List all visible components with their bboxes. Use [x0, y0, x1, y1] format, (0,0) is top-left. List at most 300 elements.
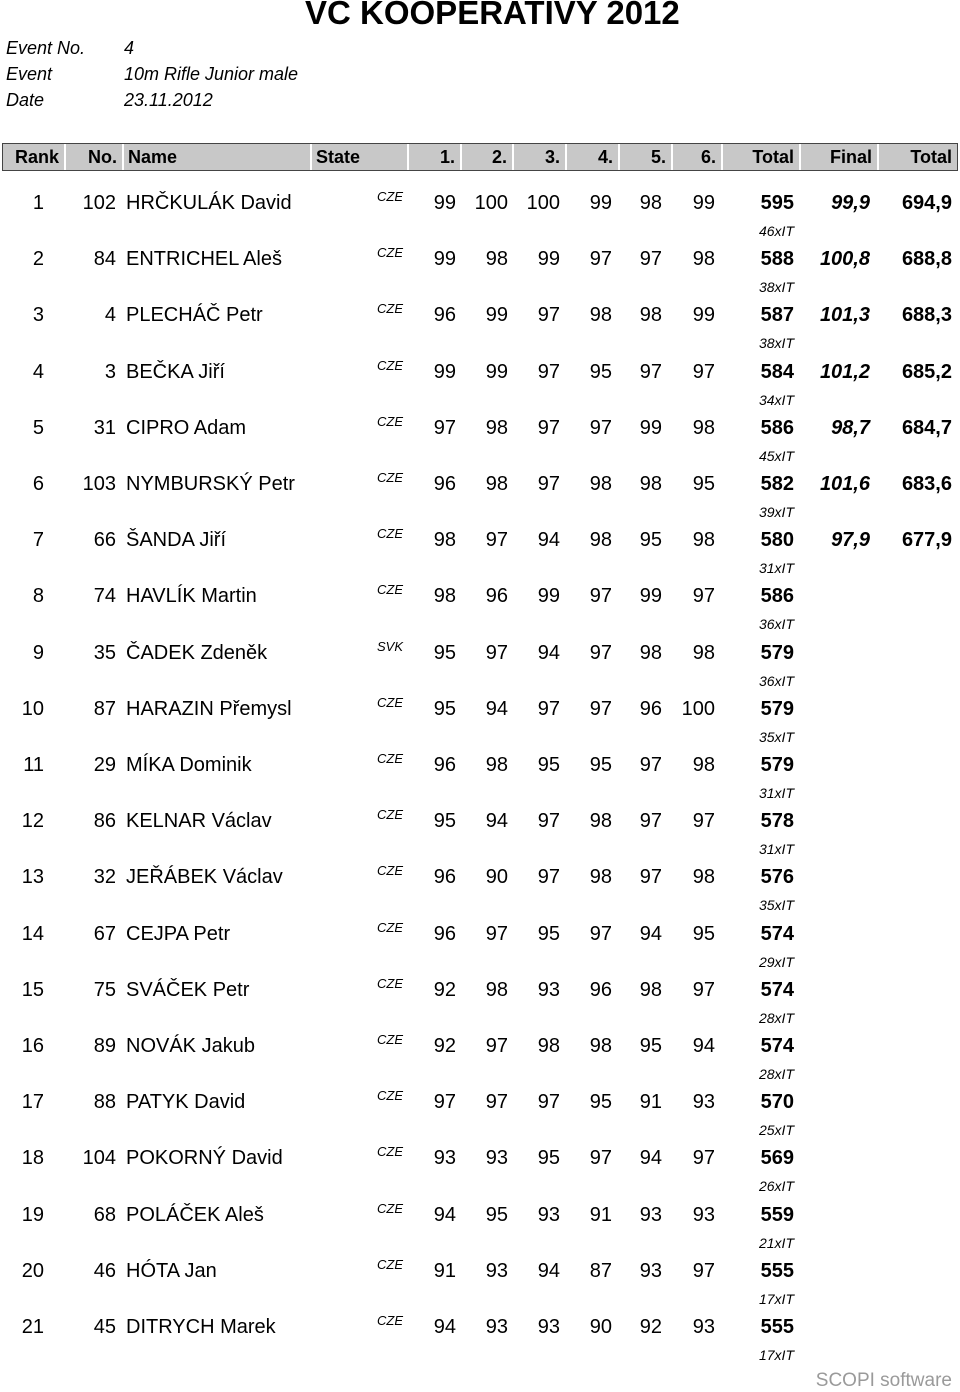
header-series-3: 3.: [514, 144, 567, 170]
final-cell: [790, 1144, 870, 1172]
table-row: [0, 639, 960, 695]
inner-ten-count: 36xIT: [758, 616, 794, 633]
series-score-cell: 94: [485, 697, 508, 720]
inner-ten-count: 31xIT: [758, 785, 794, 801]
rank-cell: 15: [21, 978, 44, 1001]
series-score-cell: 97: [537, 360, 560, 383]
series-score-cell: 98: [639, 304, 662, 327]
final-cell: [790, 639, 870, 667]
series-score-cell: 95: [692, 922, 715, 945]
series-score-cell: 97: [485, 1091, 508, 1114]
inner-ten-count: 25xIT: [758, 1122, 794, 1139]
start-number-cell: 32: [93, 866, 116, 889]
final-cell: [790, 751, 870, 779]
state-cell: CZE: [377, 1256, 403, 1272]
rank-cell: 2: [32, 248, 44, 271]
table-row: [0, 526, 960, 582]
final-cell: 99,9: [831, 192, 870, 214]
series-score-cell: 97: [589, 248, 612, 271]
event-date: [6, 90, 213, 111]
state-cell: SVK: [377, 638, 404, 654]
athlete-name-cell: BEČKA Jiří: [126, 360, 225, 383]
total-cell: 586: [760, 585, 794, 608]
athlete-name-cell: HARAZIN Přemysl: [126, 697, 292, 720]
table-row: [0, 1032, 960, 1088]
series-score-cell: 99: [485, 304, 508, 327]
series-score-cell: 96: [433, 754, 456, 776]
series-score-cell: 97: [692, 360, 715, 383]
rank-cell: 17: [21, 1091, 44, 1114]
state-cell: CZE: [377, 301, 403, 317]
grand-total-cell: 685,2: [901, 360, 952, 383]
series-score-cell: 97: [537, 866, 560, 889]
series-score-cell: 99: [537, 585, 560, 608]
table-row: [0, 920, 960, 976]
series-score-cell: 93: [485, 1147, 508, 1170]
series-score-cell: 97: [589, 585, 612, 608]
event-name-value: 10m Rifle Junior male: [124, 64, 299, 84]
series-score-cell: 99: [639, 416, 662, 439]
series-score-cell: 95: [589, 360, 612, 383]
series-score-cell: 97: [639, 360, 662, 383]
inner-ten-count: 17xIT: [758, 1290, 794, 1307]
series-score-cell: 98: [485, 416, 508, 439]
athlete-name-cell: ČADEK Zdeněk: [126, 641, 268, 664]
series-score-cell: 94: [639, 922, 662, 945]
series-score-cell: 90: [485, 866, 508, 889]
final-cell: 100,8: [819, 248, 870, 271]
total-cell: 555: [760, 1316, 794, 1338]
page-title: VC KOOPERATIVY 2012: [305, 0, 680, 31]
grand-total-cell: [872, 1032, 952, 1060]
header-final: Final: [801, 144, 879, 170]
series-score-cell: 93: [537, 978, 560, 1001]
grand-total-cell: 688,8: [901, 248, 952, 271]
athlete-name-cell: POKORNÝ David: [126, 1147, 283, 1170]
inner-ten-count: 17xIT: [758, 1347, 794, 1363]
final-cell: 97,9: [831, 529, 870, 552]
rank-cell: 6: [32, 473, 44, 495]
athlete-name-cell: HRČKULÁK David: [126, 192, 292, 214]
series-score-cell: 95: [589, 754, 612, 776]
series-score-cell: 98: [639, 473, 662, 495]
series-score-cell: 95: [537, 754, 560, 776]
total-cell: 595: [760, 192, 794, 214]
final-cell: 101,6: [819, 473, 870, 495]
series-score-cell: 94: [639, 1147, 662, 1170]
start-number-cell: 104: [82, 1147, 116, 1170]
rank-cell: 21: [21, 1316, 44, 1338]
state-cell: CZE: [377, 863, 403, 879]
series-score-cell: 100: [681, 697, 715, 720]
table-row: [0, 807, 960, 863]
inner-ten-count: 39xIT: [758, 504, 794, 520]
rank-cell: 8: [32, 585, 44, 608]
series-score-cell: 97: [537, 697, 560, 720]
series-score-cell: 92: [433, 978, 456, 1001]
series-score-cell: 93: [692, 1316, 715, 1338]
state-cell: CZE: [377, 1032, 403, 1047]
series-score-cell: 98: [589, 1035, 612, 1057]
table-row: [0, 1313, 960, 1369]
series-score-cell: 98: [589, 304, 612, 327]
grand-total-cell: [872, 1201, 952, 1229]
header-state: State: [312, 144, 409, 170]
state-cell: CZE: [377, 245, 403, 261]
series-score-cell: 95: [639, 529, 662, 552]
grand-total-cell: 694,9: [901, 192, 952, 214]
series-score-cell: 97: [589, 416, 612, 439]
series-score-cell: 98: [537, 1035, 560, 1057]
rank-cell: 19: [21, 1203, 44, 1226]
athlete-name-cell: SVÁČEK Petr: [126, 978, 250, 1001]
inner-ten-count: 34xIT: [758, 391, 794, 408]
table-row: [0, 414, 960, 470]
header-grand-total: Total: [910, 147, 952, 167]
athlete-name-cell: PATYK David: [126, 1091, 246, 1114]
series-score-cell: 95: [433, 641, 456, 664]
rank-cell: 9: [32, 641, 44, 664]
event-name: [6, 64, 298, 85]
state-cell: CZE: [377, 470, 403, 485]
series-score-cell: 97: [485, 641, 508, 664]
grand-total-cell: [872, 1313, 952, 1341]
event-number-label: Event No.: [6, 38, 86, 58]
inner-ten-count: 31xIT: [758, 560, 794, 577]
start-number-cell: 46: [93, 1259, 116, 1282]
grand-total-cell: 688,3: [901, 304, 952, 327]
inner-ten-count: 28xIT: [758, 1066, 794, 1082]
rank-cell: 5: [32, 416, 44, 439]
series-score-cell: 97: [589, 697, 612, 720]
inner-ten-count: 35xIT: [758, 728, 794, 745]
series-score-cell: 99: [485, 360, 508, 383]
series-score-cell: 93: [639, 1259, 662, 1282]
series-score-cell: 97: [639, 810, 662, 833]
series-score-cell: 100: [474, 192, 508, 214]
series-score-cell: 91: [589, 1203, 612, 1226]
final-cell: [790, 976, 870, 1004]
inner-ten-count: 29xIT: [758, 953, 794, 970]
series-score-cell: 98: [485, 978, 508, 1001]
athlete-name-cell: JEŘÁBEK Václav: [126, 866, 283, 889]
series-score-cell: 98: [485, 248, 508, 271]
series-score-cell: 96: [433, 922, 456, 945]
results-table-header: [2, 143, 958, 171]
start-number-cell: 74: [93, 585, 116, 608]
total-cell: 580: [760, 529, 794, 552]
state-cell: CZE: [377, 582, 403, 598]
grand-total-cell: [872, 976, 952, 1004]
rank-cell: 1: [32, 192, 44, 214]
series-score-cell: 96: [433, 304, 456, 327]
series-score-cell: 99: [692, 304, 715, 327]
table-row: [0, 1144, 960, 1200]
header-no: No.: [66, 144, 124, 170]
series-score-cell: 98: [589, 866, 612, 889]
inner-ten-count: 38xIT: [758, 335, 794, 352]
state-cell: CZE: [377, 751, 403, 766]
series-score-cell: 93: [537, 1316, 560, 1338]
series-score-cell: 98: [589, 473, 612, 495]
final-cell: [790, 1088, 870, 1116]
series-score-cell: 99: [433, 360, 456, 383]
inner-ten-count: 45xIT: [758, 447, 794, 464]
inner-ten-count: 31xIT: [758, 841, 794, 858]
series-score-cell: 94: [485, 810, 508, 833]
series-score-cell: 92: [639, 1316, 662, 1338]
total-cell: 587: [760, 304, 794, 327]
series-score-cell: 94: [537, 1259, 560, 1282]
series-score-cell: 99: [692, 192, 715, 214]
series-score-cell: 97: [692, 1147, 715, 1170]
athlete-name-cell: CEJPA Petr: [126, 922, 231, 945]
start-number-cell: 66: [93, 529, 116, 552]
series-score-cell: 98: [692, 866, 715, 889]
header-name: Name: [124, 144, 312, 170]
series-score-cell: 97: [692, 585, 715, 608]
state-cell: CZE: [377, 919, 403, 935]
rank-cell: 4: [32, 360, 44, 383]
series-score-cell: 97: [485, 922, 508, 945]
series-score-cell: 97: [485, 529, 508, 552]
series-score-cell: 96: [433, 473, 456, 495]
series-score-cell: 95: [433, 697, 456, 720]
series-score-cell: 97: [692, 810, 715, 833]
total-cell: 586: [760, 416, 794, 439]
start-number-cell: 84: [93, 248, 116, 271]
grand-total-cell: [872, 920, 952, 948]
total-cell: 570: [760, 1091, 794, 1114]
rank-cell: 20: [21, 1259, 44, 1282]
total-cell: 576: [760, 866, 794, 889]
series-score-cell: 97: [639, 866, 662, 889]
table-row: [0, 751, 960, 807]
series-score-cell: 98: [692, 416, 715, 439]
series-score-cell: 91: [639, 1091, 662, 1114]
table-row: [0, 976, 960, 1032]
series-score-cell: 95: [537, 922, 560, 945]
rank-cell: 7: [32, 529, 44, 552]
series-score-cell: 96: [589, 978, 612, 1001]
table-row: [0, 245, 960, 301]
header-series-6: 6.: [673, 144, 723, 170]
start-number-cell: 29: [93, 754, 116, 776]
total-cell: 559: [760, 1203, 794, 1226]
athlete-name-cell: PLECHÁČ Petr: [126, 304, 263, 327]
inner-ten-count: 46xIT: [758, 223, 794, 239]
series-score-cell: 98: [692, 248, 715, 271]
final-cell: [790, 1257, 870, 1285]
header-series-1: 1.: [409, 144, 462, 170]
final-cell: [790, 863, 870, 891]
series-score-cell: 94: [537, 529, 560, 552]
final-cell: [790, 1032, 870, 1060]
total-cell: 574: [760, 1035, 794, 1057]
rank-cell: 13: [21, 866, 44, 889]
table-row: [0, 1088, 960, 1144]
final-cell: [790, 582, 870, 610]
series-score-cell: 97: [537, 416, 560, 439]
series-score-cell: 100: [526, 192, 560, 214]
series-score-cell: 98: [589, 529, 612, 552]
grand-total-cell: [872, 1088, 952, 1116]
series-score-cell: 98: [692, 754, 715, 776]
athlete-name-cell: ŠANDA Jiří: [126, 529, 227, 552]
start-number-cell: 102: [82, 192, 116, 214]
state-cell: CZE: [377, 1144, 403, 1160]
state-cell: CZE: [377, 357, 403, 373]
total-cell: 574: [760, 978, 794, 1001]
start-number-cell: 89: [93, 1035, 116, 1057]
total-cell: 574: [760, 922, 794, 945]
series-score-cell: 98: [485, 473, 508, 495]
athlete-name-cell: NYMBURSKÝ Petr: [126, 473, 295, 495]
series-score-cell: 93: [433, 1147, 456, 1170]
series-score-cell: 87: [589, 1259, 612, 1282]
table-row: [0, 470, 960, 526]
state-cell: CZE: [377, 694, 403, 710]
event-date-label: Date: [6, 90, 45, 110]
grand-total-cell: 683,6: [901, 473, 952, 495]
final-cell: 101,3: [819, 304, 870, 327]
series-score-cell: 94: [692, 1035, 715, 1057]
series-score-cell: 98: [639, 978, 662, 1001]
series-score-cell: 93: [639, 1203, 662, 1226]
series-score-cell: 98: [485, 754, 508, 776]
series-score-cell: 97: [639, 754, 662, 776]
start-number-cell: 35: [93, 641, 116, 664]
final-cell: [790, 1201, 870, 1229]
series-score-cell: 99: [537, 248, 560, 271]
series-score-cell: 93: [537, 1203, 560, 1226]
grand-total-cell: [872, 582, 952, 610]
inner-ten-count: 21xIT: [758, 1234, 794, 1251]
start-number-cell: 88: [93, 1091, 116, 1114]
start-number-cell: 68: [93, 1203, 116, 1226]
rank-cell: 12: [21, 810, 44, 833]
series-score-cell: 95: [433, 810, 456, 833]
event-number: [6, 38, 134, 59]
start-number-cell: 103: [82, 473, 116, 495]
series-score-cell: 98: [692, 529, 715, 552]
final-cell: 101,2: [819, 360, 870, 383]
series-score-cell: 99: [589, 192, 612, 214]
series-score-cell: 98: [589, 810, 612, 833]
series-score-cell: 95: [589, 1091, 612, 1114]
final-cell: [790, 1313, 870, 1341]
series-score-cell: 97: [537, 1091, 560, 1114]
series-score-cell: 92: [433, 1035, 456, 1057]
rank-cell: 16: [21, 1035, 44, 1057]
series-score-cell: 97: [589, 641, 612, 664]
total-cell: 579: [760, 697, 794, 720]
start-number-cell: 31: [93, 416, 116, 439]
series-score-cell: 95: [485, 1203, 508, 1226]
series-score-cell: 97: [692, 1259, 715, 1282]
grand-total-cell: [872, 807, 952, 835]
series-score-cell: 98: [639, 641, 662, 664]
series-score-cell: 99: [433, 248, 456, 271]
total-cell: 579: [760, 754, 794, 776]
athlete-name-cell: ENTRICHEL Aleš: [126, 248, 282, 271]
start-number-cell: 75: [93, 978, 116, 1001]
series-score-cell: 91: [433, 1259, 456, 1282]
series-score-cell: 98: [639, 192, 662, 214]
series-score-cell: 95: [692, 473, 715, 495]
series-score-cell: 93: [692, 1091, 715, 1114]
series-score-cell: 97: [692, 978, 715, 1001]
grand-total-cell: [872, 1257, 952, 1285]
inner-ten-count: 36xIT: [758, 672, 794, 689]
series-score-cell: 96: [433, 866, 456, 889]
grand-total-cell: [872, 1144, 952, 1172]
grand-total-cell: [872, 639, 952, 667]
start-number-cell: 86: [93, 810, 116, 833]
series-score-cell: 98: [692, 641, 715, 664]
event-number-value: 4: [124, 38, 135, 58]
start-number-cell: 4: [104, 304, 116, 327]
series-score-cell: 93: [485, 1316, 508, 1338]
series-score-cell: 94: [433, 1316, 456, 1338]
series-score-cell: 97: [537, 473, 560, 495]
series-score-cell: 98: [433, 585, 456, 608]
series-score-cell: 99: [639, 585, 662, 608]
event-date-value: 23.11.2012: [124, 90, 213, 110]
series-score-cell: 90: [589, 1316, 612, 1338]
table-row: [0, 1257, 960, 1313]
grand-total-cell: 677,9: [901, 529, 952, 552]
inner-ten-count: 26xIT: [758, 1178, 794, 1195]
series-score-cell: 93: [485, 1259, 508, 1282]
series-score-cell: 97: [589, 922, 612, 945]
athlete-name-cell: POLÁČEK Aleš: [126, 1203, 264, 1226]
athlete-name-cell: HAVLÍK Martin: [126, 585, 257, 608]
inner-ten-count: 28xIT: [758, 1009, 794, 1026]
rank-cell: 10: [21, 697, 44, 720]
state-cell: CZE: [377, 1088, 403, 1104]
athlete-name-cell: MÍKA Dominik: [126, 754, 252, 776]
start-number-cell: 67: [93, 922, 116, 945]
table-row: [0, 863, 960, 919]
table-row: [0, 301, 960, 357]
series-score-cell: 97: [433, 1091, 456, 1114]
inner-ten-count: 38xIT: [758, 279, 794, 296]
series-score-cell: 99: [433, 192, 456, 214]
header-series-4: 4.: [567, 144, 620, 170]
rank-cell: 14: [21, 922, 44, 945]
final-cell: [790, 920, 870, 948]
total-cell: 569: [760, 1147, 794, 1170]
state-cell: CZE: [377, 1200, 403, 1216]
final-cell: [790, 807, 870, 835]
start-number-cell: 3: [104, 360, 116, 383]
state-cell: CZE: [377, 1313, 403, 1328]
grand-total-cell: [872, 751, 952, 779]
series-score-cell: 97: [537, 304, 560, 327]
table-row: [0, 189, 960, 245]
state-cell: CZE: [377, 189, 403, 204]
header-series-2: 2.: [462, 144, 514, 170]
total-cell: 582: [760, 473, 794, 495]
total-cell: 584: [760, 360, 794, 383]
total-cell: 555: [760, 1259, 794, 1282]
series-score-cell: 97: [639, 248, 662, 271]
start-number-cell: 87: [93, 697, 116, 720]
final-cell: [790, 695, 870, 723]
total-cell: 588: [760, 248, 794, 271]
rank-cell: 18: [21, 1147, 44, 1170]
